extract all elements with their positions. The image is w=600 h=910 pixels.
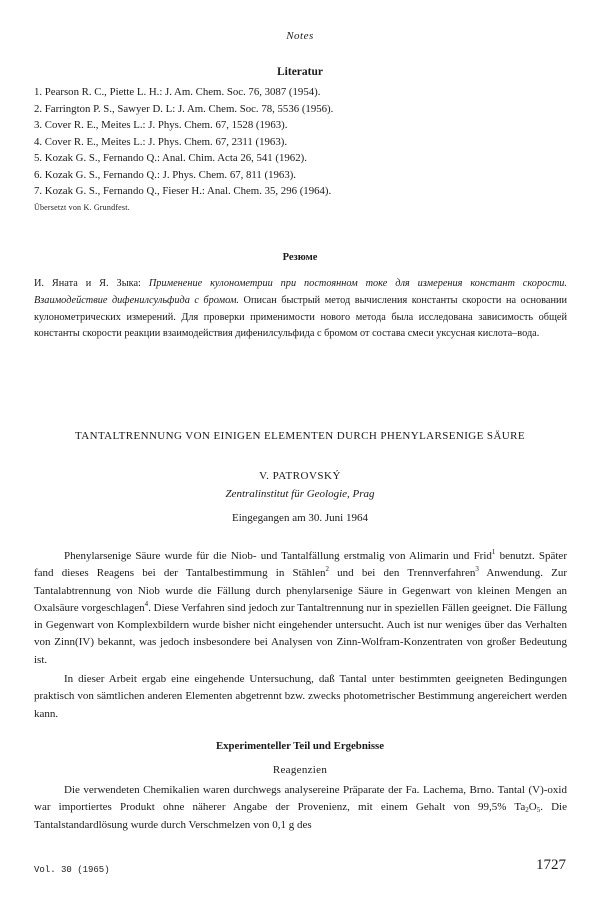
volume-info: Vol. 30 (1965) — [34, 865, 110, 875]
reagents-paragraph — [34, 782, 567, 834]
article-author: V. PATROVSKÝ — [259, 470, 341, 482]
reference-item: 7. Kozak G. S., Fernando Q., Fieser H.: Anal. Chem. 35, 296 (1964). — [34, 185, 332, 197]
resume-authors: И. Яната и Я. Зыка: — [34, 278, 149, 289]
resume-heading: Резюме — [282, 252, 318, 263]
resume-paragraph — [34, 276, 567, 343]
citation-mark: 4 — [144, 599, 149, 608]
subscript: 2 — [525, 806, 529, 815]
citation-mark: 3 — [475, 565, 479, 574]
translator-note: Übersetzt von K. Grundfest. — [34, 203, 130, 212]
literature-heading: Literatur — [277, 66, 323, 78]
text-run: Die verwendeten Chemikalien waren durchwegs analysereine Präparate der Fa. Lachema, Brno. Tantal (V)-oxid war importiertes Produkt ohne näherer Angabe der Provenienz, mit einem Gehalt von 99,5% Ta — [34, 784, 567, 814]
resume-title-italic: Применение кулонометрии при постоянном токе для измерения констант скорости. Взаимодействие дифенилсульфида с бромом. — [34, 278, 567, 306]
resume-body: Описан быстрый метод вычисления константы скорости на основании кулонометрических измерений. Для проверки применимости нового метода была исследована зависимость общей константы скорости реакции взаимодействия дифенилсульфида с бромом от состава смеси уксусная кислота–вода. — [34, 294, 567, 340]
received-date: Eingegangen am 30. Juni 1964 — [232, 512, 368, 524]
subscript: 5 — [536, 806, 541, 815]
reference-item: 1. Pearson R. C., Piette L. H.: J. Am. Chem. Soc. 76, 3087 (1954). — [34, 86, 321, 98]
text-run: Anwendung. Zur Tantalabtrennung von Niob wurde die Fällung durch phenylarsenige Säure in Gegenwart von kleinen Mengen an Oxalsäure vorgeschlagen — [34, 567, 568, 614]
section-heading: Experimenteller Teil und Ergebnisse — [215, 740, 385, 752]
text-run: O — [528, 801, 537, 814]
reference-item: 4. Cover R. E., Meites L.: J. Phys. Chem. 67, 2311 (1963). — [34, 135, 288, 148]
text-run: und bei den Trennverfahren — [329, 567, 476, 580]
citation-mark: 1 — [491, 548, 496, 556]
reference-item: 6. Kozak G. S., Fernando Q.: J. Phys. Chem. 67, 811 (1963). — [34, 168, 297, 181]
reference-item: 5. Kozak G. S., Fernando Q.: Anal. Chim. Acta 26, 541 (1962). — [34, 152, 307, 164]
reference-list — [34, 84, 574, 200]
text-run: . Die Tantalstandardlösung wurde durch Verschmelzen von 0,1 g des — [34, 801, 567, 831]
running-head: Notes — [286, 30, 314, 42]
subsection-heading: Reagenzien — [272, 764, 328, 776]
aim-paragraph: In dieser Arbeit ergab eine eingehende Untersuchung, daß Tantal unter bestimmten geeigneten Bedingungen praktisch von sämtlichen anderen Elementen abgetrennt bzw. zwecks photometrischer Bestimmung angereichert werden kann. — [34, 673, 567, 720]
page-number: 1727 — [536, 857, 566, 873]
intro-paragraph — [34, 548, 567, 669]
text-run: . Diese Verfahren sind jedoch zur Tantaltrennung nur in speziellen Fällen geeignet. Die Fällung in Gegenwart von Komplexbildern wurde bisher nicht eingehender untersucht. Auch ist nur weniges über das Verhalten von Zinn(IV) bekannt, was jedoch insbesondere bei Analysen von Zinn-Wolfram-Konzentraten von großer Bedeutung ist. — [34, 601, 568, 666]
citation-mark: 2 — [325, 565, 329, 574]
article-affiliation: Zentralinstitut für Geologie, Prag — [225, 488, 375, 500]
text-run: Phenylarsenige Säure wurde für die Niob- und Tantalfällung erstmalig von Alimarin und Frid — [64, 550, 492, 562]
text-run: benutzt. Später fand dieses Reagens bei der Tantalbestimmung in Stählen — [34, 550, 567, 580]
article-title: TANTALTRENNUNG VON EINIGEN ELEMENTEN DURCH PHENYLARSENIGE SÄURE — [75, 430, 525, 442]
reference-item: 3. Cover R. E., Meites L.: J. Phys. Chem. 67, 1528 (1963). — [34, 119, 288, 131]
reference-item: 2. Farrington P. S., Sawyer D. L: J. Am. Chem. Soc. 78, 5536 (1956). — [34, 102, 334, 115]
